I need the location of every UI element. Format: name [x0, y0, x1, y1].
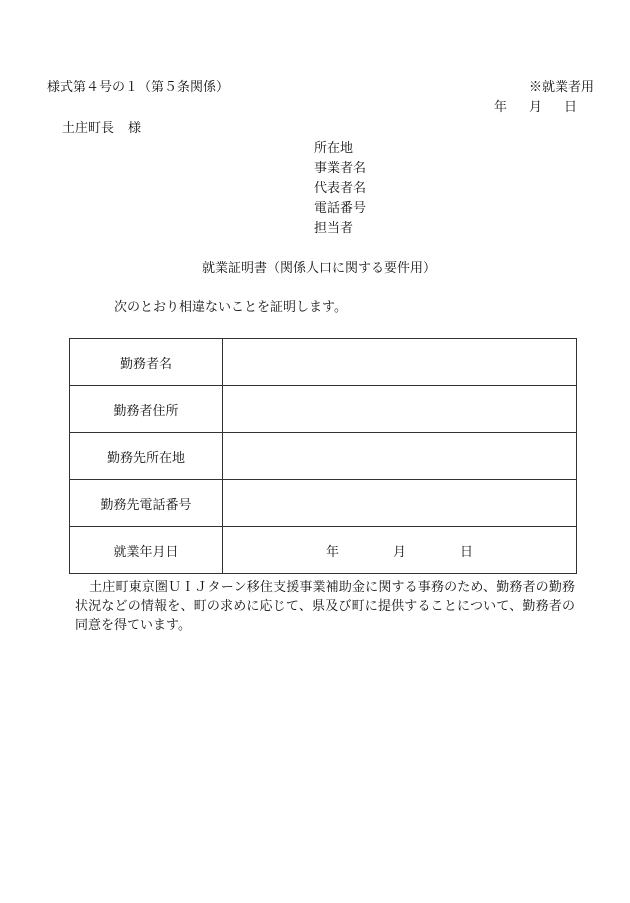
addressee-honorific: 様 — [128, 121, 142, 136]
employer-phone-label: 電話番号 — [314, 201, 367, 216]
start-date-field[interactable] — [223, 527, 577, 574]
consent-statement — [75, 578, 575, 635]
intro-statement: 次のとおり相違ないことを証明します。 — [114, 300, 347, 315]
start-date-label: 就業年月日 — [70, 527, 223, 574]
issue-date-month: 月 — [529, 100, 543, 115]
form-number: 様式第４号の１（第５条関係） — [47, 80, 230, 95]
issue-date-line — [494, 100, 577, 116]
employee-name-label: 勤務者名 — [70, 339, 223, 386]
employer-name-label: 事業者名 — [314, 161, 367, 176]
workplace-address-field[interactable] — [223, 433, 577, 480]
start-date-day: 日 — [460, 544, 474, 560]
start-date-month: 月 — [392, 544, 406, 560]
employer-contact-label: 担当者 — [314, 221, 354, 236]
table-row — [70, 433, 577, 480]
usage-note: ※就業者用 — [529, 80, 595, 95]
document-title: 就業証明書（関係人口に関する要件用） — [202, 261, 437, 276]
certificate-table — [69, 338, 577, 574]
employee-address-label: 勤務者住所 — [70, 386, 223, 433]
issue-date-day: 日 — [564, 100, 578, 115]
workplace-phone-label: 勤務先電話番号 — [70, 480, 223, 527]
table-row — [70, 386, 577, 433]
workplace-phone-field[interactable] — [223, 480, 577, 527]
workplace-address-label: 勤務先所在地 — [70, 433, 223, 480]
addressee — [62, 121, 141, 137]
table-row — [70, 527, 577, 574]
table-row — [70, 480, 577, 527]
employee-address-field[interactable] — [223, 386, 577, 433]
table-row — [70, 339, 577, 386]
employer-representative-label: 代表者名 — [314, 181, 367, 196]
issue-date-year: 年 — [494, 100, 508, 115]
consent-text: 土庄町東京圏ＵＩＪターン移住支援事業補助金に関する事務のため、勤務者の勤務状況などの情報を、町の求めに応じて、県及び町に提供することについて、勤務者の同意を得ています。 — [75, 580, 575, 633]
employee-name-field[interactable] — [223, 339, 577, 386]
addressee-name: 土庄町長 — [62, 121, 115, 136]
start-date-year: 年 — [325, 544, 339, 560]
employer-address-label: 所在地 — [314, 141, 354, 156]
